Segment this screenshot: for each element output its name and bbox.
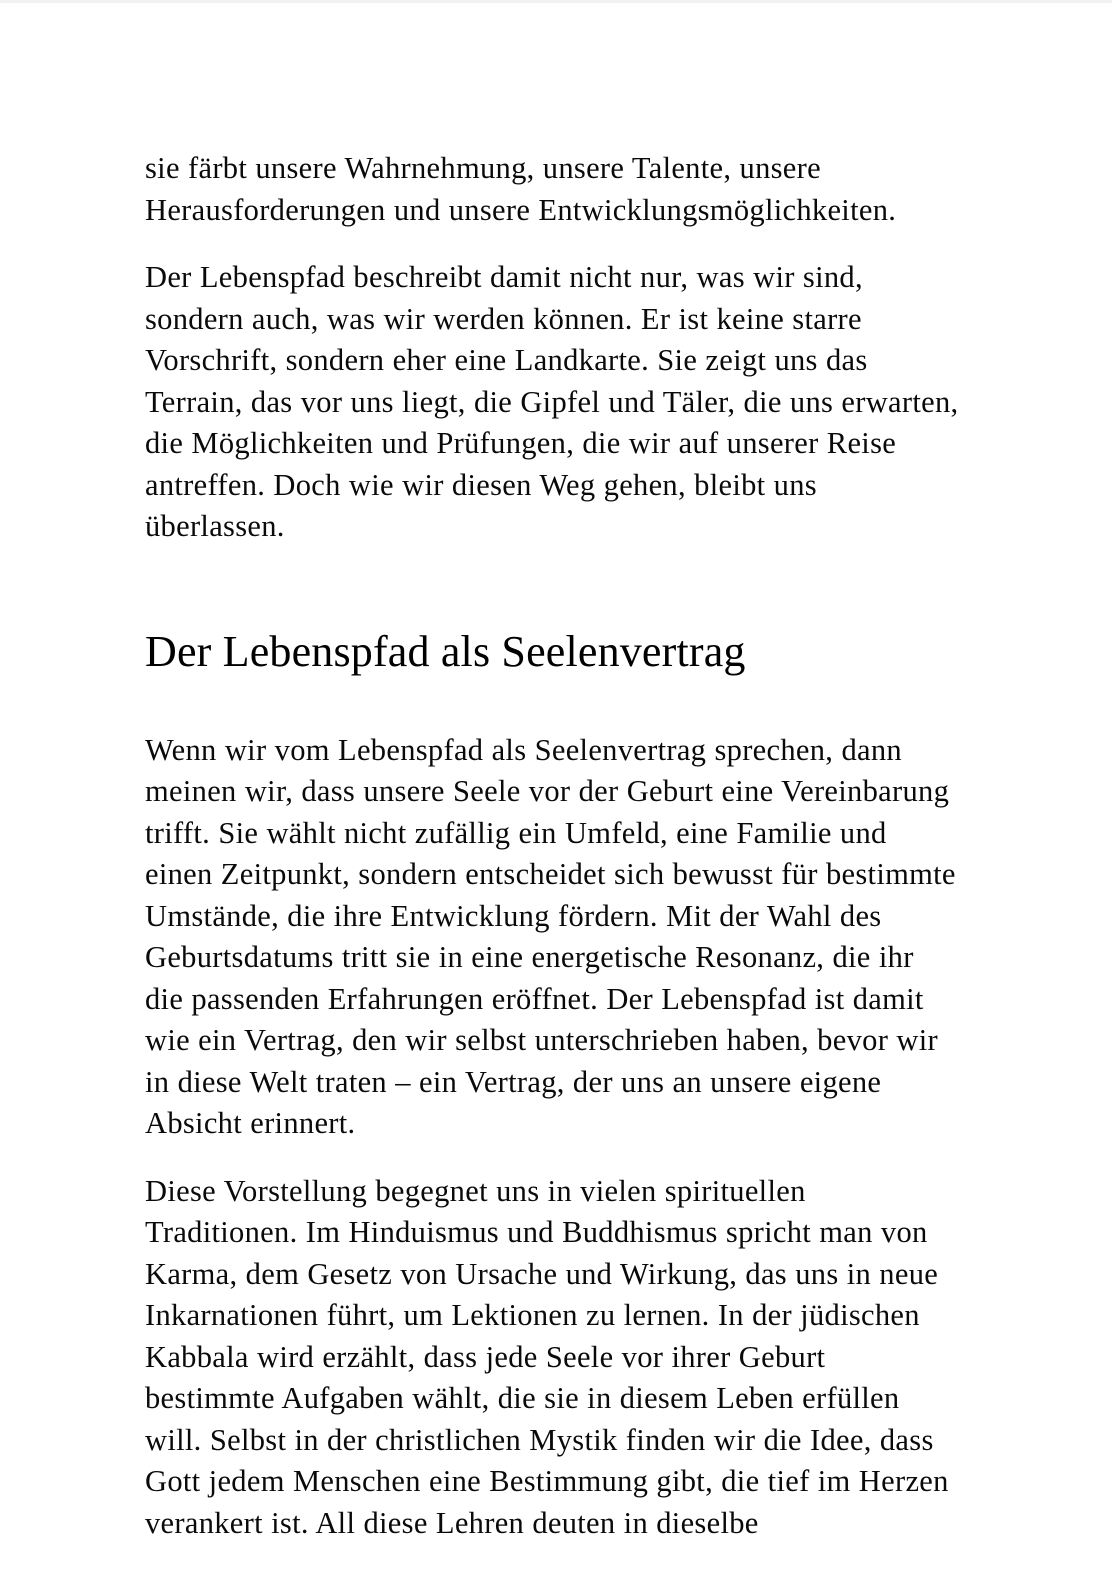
- paragraph-lebenspfad-landkarte: Der Lebenspfad beschreibt damit nicht nur, was wir sind, sondern auch, was wir werden können. Er ist keine starre Vorschrift, sondern eher eine Landkarte. Sie zeigt uns das Terrain, das vor uns liegt, die Gipfel und Täler, die uns erwarten, die Möglichkeiten und Prüfungen, die wir auf unserer Reise antreffen. Doch wie wir diesen Weg gehen, bleibt uns überlassen.: [145, 260, 959, 543]
- heading-lebenspfad-seelenvertrag: Der Lebenspfad als Seelenvertrag: [145, 626, 746, 676]
- page-text-column: [145, 148, 960, 1544]
- paragraph-spirituelle-traditionen: Diese Vorstellung begegnet uns in vielen spirituellen Traditionen. Im Hinduismus und Buddhismus spricht man von Karma, dem Gesetz von Ursache und Wirkung, das uns in neue Inkarnationen führt, um Lektionen zu lernen. In der jüdischen Kabbala wird erzählt, dass jede Seele vor ihrer Geburt bestimmte Aufgaben wählt, die sie in diesem Leben erfüllen will. Selbst in der christlichen Mystik finden wir die Idee, dass Gott jedem Menschen eine Bestimmung gibt, die tief im Herzen verankert ist. All diese Lehren deuten in dieselbe: [145, 1173, 949, 1540]
- paragraph-continued-wahrnehmung: sie färbt unsere Wahrnehmung, unsere Talente, unsere Herausforderungen und unsere Entwicklungsmöglichkeiten.: [145, 151, 897, 227]
- section-heading-block: [145, 626, 960, 678]
- page-top-edge: [0, 0, 1112, 3]
- paragraph-seelenvertrag-definition: Wenn wir vom Lebenspfad als Seelenvertrag sprechen, dann meinen wir, dass unsere Seele vor der Geburt eine Vereinbarung trifft. Sie wählt nicht zufällig ein Umfeld, eine Familie und einen Zeitpunkt, sondern entscheidet sich bewusst für bestimmte Umstände, die ihre Entwicklung fördern. Mit der Wahl des Geburtsdatums tritt sie in eine energetische Resonanz, die ihr die passenden Erfahrungen eröffnet. Der Lebenspfad ist damit wie ein Vertrag, den wir selbst unterschrieben haben, bevor wir in diese Welt traten – ein Vertrag, der uns an unsere eigene Absicht erinnert.: [145, 732, 956, 1140]
